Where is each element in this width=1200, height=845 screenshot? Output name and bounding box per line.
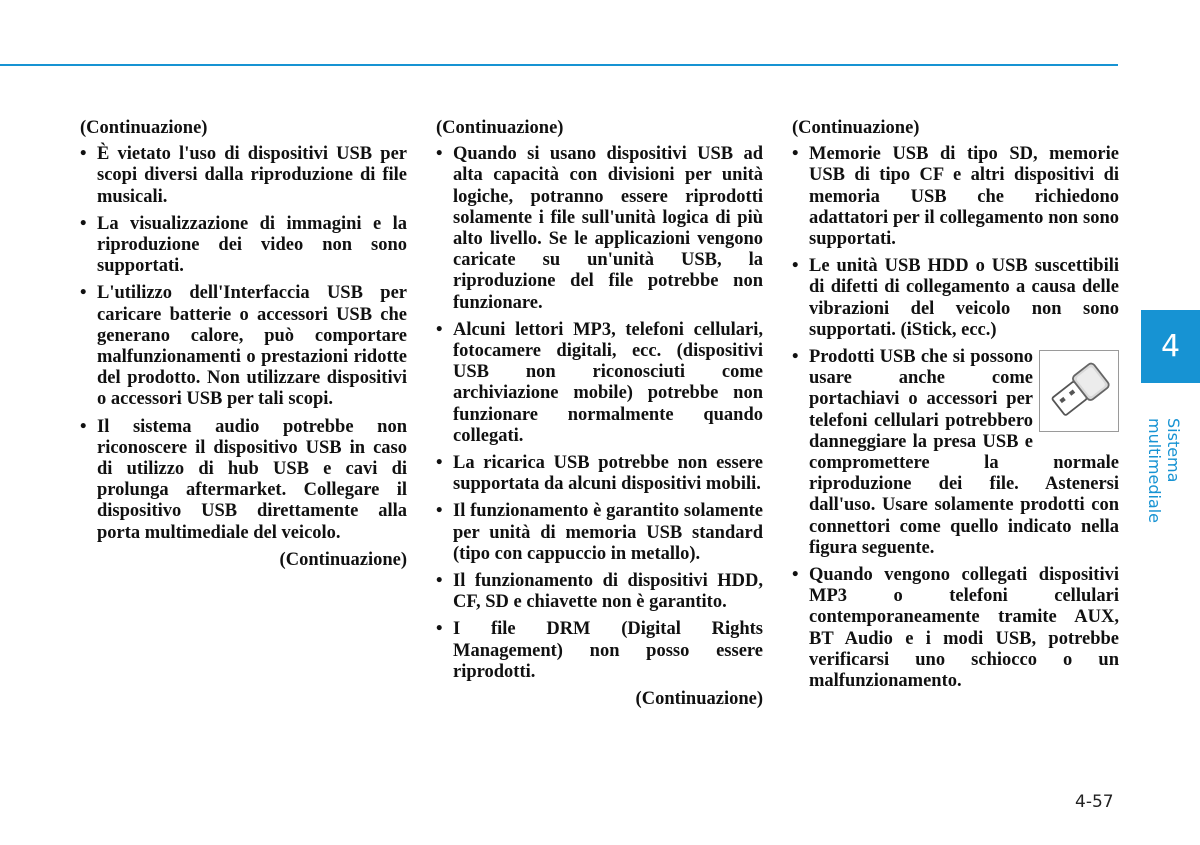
list-item: • I file DRM (Digital Rights Management) non posso essere riprodotti. — [436, 619, 763, 683]
list-item: • Le unità USB HDD o USB suscettibili di difetti di collegamento a causa delle vibrazioni del veicolo non sono supportati. (iStick, ecc.) — [792, 256, 1119, 341]
usb-stick-icon — [1039, 350, 1119, 432]
continuation-heading: (Continuazione) — [792, 118, 920, 138]
list-item: • Il funzionamento è garantito solamente per unità di memoria USB standard (tipo con cappuccio in metallo). — [436, 501, 763, 565]
continuation-footer: (Continuazione) — [635, 689, 763, 710]
list-item: • Il funzionamento di dispositivi HDD, CF, SD e chiavette non è garantito. — [436, 571, 763, 613]
header-rule — [0, 64, 1118, 66]
chapter-number-tab: 4 — [1141, 310, 1200, 383]
list-item: • È vietato l'uso di dispositivi USB per scopi diversi dalla riproduzione di file musicali. — [80, 144, 407, 208]
list-item: • Quando vengono collegati dispositivi MP3 o telefoni cellulari contemporaneamente tramite AUX, BT Audio e i modi USB, potrebbe verificarsi uno schiocco o un malfunzionamento. — [792, 565, 1119, 692]
list-item: • L'utilizzo dell'Interfaccia USB per caricare batterie o accessori USB che generano calore, può comportare malfunzionamenti o prestazioni ridotte del prodotto. Non utilizzare dispositivi o accessori USB per tali scopi. — [80, 283, 407, 410]
list-item: • La ricarica USB potrebbe non essere supportata da alcuni dispositivi mobili. — [436, 453, 763, 495]
chapter-title: Sistema multimediale — [1145, 418, 1183, 524]
list-item: • La visualizzazione di immagini e la riproduzione dei video non sono supportati. — [80, 214, 407, 278]
text-column-2 — [436, 118, 763, 710]
list-item-with-figure — [792, 347, 1119, 559]
bullet-list — [792, 144, 1119, 692]
text-column-1 — [80, 118, 407, 571]
list-item: • Quando si usano dispositivi USB ad alta capacità con divisioni per unità logiche, potranno essere riprodotti solamente i file sull'unità logica di più alto livello. Se le applicazioni vengono caricate su un'unità USB, la riproduzione del file potrebbe non funzionare. — [436, 144, 763, 314]
text-column-3 — [792, 118, 1119, 698]
bullet-list — [436, 144, 763, 683]
list-item: • Alcuni lettori MP3, telefoni cellulari, fotocamere digitali, ecc. (dispositivi USB non riconosciuti come archiviazione mobile) potrebbe non funzionare normalmente quando collegati. — [436, 320, 763, 447]
continuation-footer: (Continuazione) — [279, 549, 407, 570]
list-item-text: Prodotti USB che si possono usare anche come portachiavi o accessori per telefoni cellulari potrebbero danneggiare la presa USB e compromettere la normale riproduzione dei file. Astenersi dall'uso. Usare solamente prodotti con connettori come quello indicato nella figura seguente. — [809, 347, 1119, 558]
continuation-heading: (Continuazione) — [436, 118, 564, 138]
page-number: 4-57 — [1075, 792, 1114, 812]
list-item: • Il sistema audio potrebbe non riconoscere il dispositivo USB in caso di utilizzo di hub USB e cavi di prolunga aftermarket. Collegare il dispositivo USB direttamente alla porta multimediale del veicolo. — [80, 417, 407, 544]
bullet-list — [80, 144, 407, 544]
list-item: • Memorie USB di tipo SD, memorie USB di tipo CF e altri dispositivi di memoria USB che richiedono adattatori per il collegamento non sono supportati. — [792, 144, 1119, 250]
continuation-heading: (Continuazione) — [80, 118, 208, 138]
